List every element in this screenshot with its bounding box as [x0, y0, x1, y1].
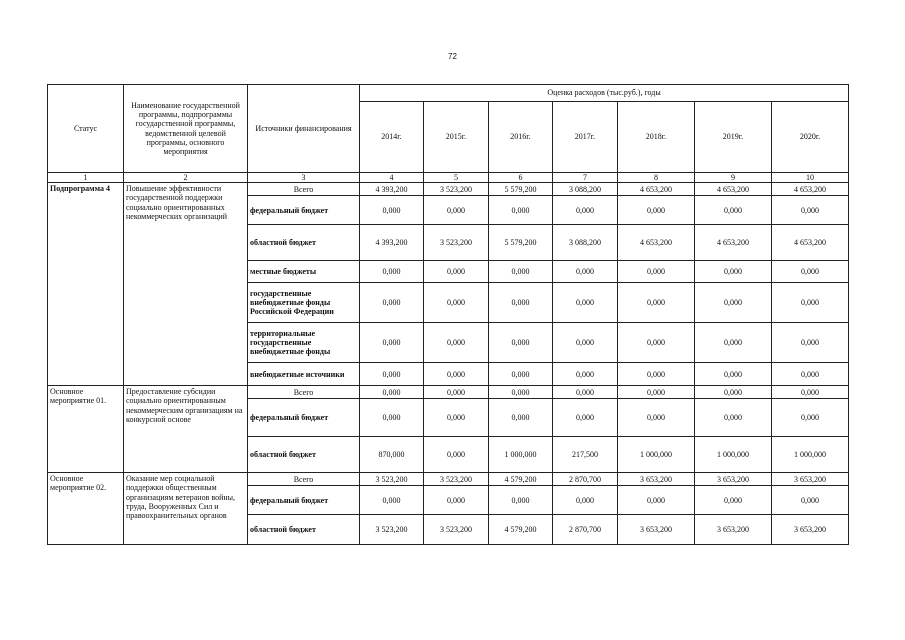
expense-value: 0,000 — [695, 196, 772, 225]
expense-value: 1 000,000 — [489, 437, 553, 473]
expense-value: 0,000 — [489, 196, 553, 225]
expense-value: 4 393,200 — [360, 183, 424, 196]
expense-value: 0,000 — [772, 196, 849, 225]
expense-value: 0,000 — [695, 323, 772, 363]
expense-value: 0,000 — [424, 363, 489, 386]
expense-value: 0,000 — [772, 486, 849, 515]
expense-value: 4 579,200 — [489, 515, 553, 545]
expense-value: 0,000 — [772, 399, 849, 437]
row-status: Основное мероприятие 01. — [48, 386, 124, 473]
col-number: 4 — [360, 173, 424, 183]
expense-value: 0,000 — [695, 399, 772, 437]
expense-value: 5 579,200 — [489, 225, 553, 261]
year-2018: 2018г. — [618, 102, 695, 173]
expense-value: 3 523,200 — [360, 473, 424, 486]
expense-value: 0,000 — [489, 363, 553, 386]
funding-source: Всего — [248, 183, 360, 196]
expense-value: 3 088,200 — [553, 183, 618, 196]
col-number: 5 — [424, 173, 489, 183]
col-number: 6 — [489, 173, 553, 183]
table-row — [48, 386, 849, 399]
expense-value: 0,000 — [489, 261, 553, 283]
expense-value: 0,000 — [424, 323, 489, 363]
expense-value: 0,000 — [618, 386, 695, 399]
expense-value: 0,000 — [772, 363, 849, 386]
expense-value: 0,000 — [553, 399, 618, 437]
funding-source: областной бюджет — [248, 437, 360, 473]
expense-value: 4 653,200 — [772, 183, 849, 196]
funding-source: областной бюджет — [248, 515, 360, 545]
expense-value: 4 653,200 — [695, 225, 772, 261]
expense-value: 1 000,000 — [618, 437, 695, 473]
expense-value: 0,000 — [618, 323, 695, 363]
expense-value: 0,000 — [618, 283, 695, 323]
expense-value: 0,000 — [424, 386, 489, 399]
expense-value: 0,000 — [424, 196, 489, 225]
year-2015: 2015г. — [424, 102, 489, 173]
expense-value: 0,000 — [553, 363, 618, 386]
year-2019: 2019г. — [695, 102, 772, 173]
expense-value: 0,000 — [424, 399, 489, 437]
expense-value: 4 653,200 — [618, 225, 695, 261]
expense-value: 4 393,200 — [360, 225, 424, 261]
expense-value: 0,000 — [695, 363, 772, 386]
expense-value: 4 653,200 — [618, 183, 695, 196]
expense-value: 3 523,200 — [424, 515, 489, 545]
funding-source: федеральный бюджет — [248, 486, 360, 515]
col-number: 1 — [48, 173, 124, 183]
expense-value: 0,000 — [695, 386, 772, 399]
expense-value: 0,000 — [489, 486, 553, 515]
expense-value: 0,000 — [489, 386, 553, 399]
col-number: 10 — [772, 173, 849, 183]
expense-value: 5 579,200 — [489, 183, 553, 196]
expense-value: 3 523,200 — [424, 225, 489, 261]
expense-value: 0,000 — [360, 261, 424, 283]
expense-value: 0,000 — [489, 399, 553, 437]
col-number: 2 — [124, 173, 248, 183]
header-status: Статус — [48, 85, 124, 173]
col-number: 9 — [695, 173, 772, 183]
expense-value: 0,000 — [772, 261, 849, 283]
expense-value: 3 653,200 — [618, 515, 695, 545]
table-row — [48, 473, 849, 486]
col-number: 3 — [248, 173, 360, 183]
funding-source: территориальные государственные внебюджетные фонды — [248, 323, 360, 363]
year-2014: 2014г. — [360, 102, 424, 173]
expense-value: 0,000 — [772, 386, 849, 399]
expense-value: 0,000 — [360, 283, 424, 323]
col-number: 8 — [618, 173, 695, 183]
expense-value: 0,000 — [360, 323, 424, 363]
expense-value: 0,000 — [360, 486, 424, 515]
expense-value: 0,000 — [618, 196, 695, 225]
funding-source: федеральный бюджет — [248, 196, 360, 225]
year-2020: 2020г. — [772, 102, 849, 173]
funding-source: местные бюджеты — [248, 261, 360, 283]
expense-value: 0,000 — [489, 323, 553, 363]
expense-value: 4 579,200 — [489, 473, 553, 486]
expense-value: 4 653,200 — [695, 183, 772, 196]
expense-value: 1 000,000 — [772, 437, 849, 473]
expenditure-table — [47, 84, 849, 545]
expense-value: 0,000 — [553, 323, 618, 363]
expense-value: 3 523,200 — [424, 183, 489, 196]
expense-value: 2 870,700 — [553, 515, 618, 545]
expense-value: 0,000 — [360, 399, 424, 437]
expense-value: 3 653,200 — [695, 473, 772, 486]
expense-value: 0,000 — [618, 261, 695, 283]
row-program-name: Повышение эффективности государственной поддержки социально ориентированных некоммерческих организаций — [124, 183, 248, 386]
header-name: Наименование государственной программы, подпрограммы государственной программы, ведомственной целевой программы, основного мероприятия — [124, 85, 248, 173]
expense-value: 1 000,000 — [695, 437, 772, 473]
expense-value: 0,000 — [360, 363, 424, 386]
expense-value: 217,500 — [553, 437, 618, 473]
page-number: 72 — [448, 52, 457, 61]
expense-value: 0,000 — [553, 261, 618, 283]
expense-value: 2 870,700 — [553, 473, 618, 486]
expense-value: 3 653,200 — [695, 515, 772, 545]
expense-value: 0,000 — [424, 486, 489, 515]
expense-value: 3 523,200 — [424, 473, 489, 486]
expense-value: 0,000 — [772, 323, 849, 363]
expense-value: 4 653,200 — [772, 225, 849, 261]
expense-value: 0,000 — [772, 283, 849, 323]
column-number-row — [48, 173, 849, 183]
expense-value: 0,000 — [695, 486, 772, 515]
row-program-name: Предоставление субсидии социально ориентированным некоммерческим организациям на конкурсной основе — [124, 386, 248, 473]
expense-value: 0,000 — [424, 283, 489, 323]
expense-value: 0,000 — [424, 437, 489, 473]
expense-value: 3 523,200 — [360, 515, 424, 545]
header-sources: Источники финансирования — [248, 85, 360, 173]
expense-value: 0,000 — [695, 283, 772, 323]
expense-value: 0,000 — [553, 283, 618, 323]
expense-value: 3 088,200 — [553, 225, 618, 261]
expense-value: 0,000 — [618, 363, 695, 386]
funding-source: областной бюджет — [248, 225, 360, 261]
expense-value: 0,000 — [424, 261, 489, 283]
expense-value: 0,000 — [553, 196, 618, 225]
expense-value: 3 653,200 — [772, 515, 849, 545]
expense-value: 0,000 — [553, 486, 618, 515]
expense-value: 0,000 — [618, 486, 695, 515]
expense-value: 0,000 — [695, 261, 772, 283]
expense-value: 3 653,200 — [618, 473, 695, 486]
row-program-name: Оказание мер социальной поддержки общественным организациям ветеранов войны, труда, Вооруженных Сил и правоохранительных органов — [124, 473, 248, 545]
funding-source: государственные внебюджетные фонды Российской Федерации — [248, 283, 360, 323]
expense-value: 0,000 — [553, 386, 618, 399]
expense-value: 0,000 — [360, 386, 424, 399]
table-row — [48, 183, 849, 196]
col-number: 7 — [553, 173, 618, 183]
expense-value: 870,000 — [360, 437, 424, 473]
expense-value: 0,000 — [618, 399, 695, 437]
funding-source: Всего — [248, 473, 360, 486]
funding-source: федеральный бюджет — [248, 399, 360, 437]
funding-source: Всего — [248, 386, 360, 399]
year-2017: 2017г. — [553, 102, 618, 173]
year-2016: 2016г. — [489, 102, 553, 173]
funding-source: внебюджетные источники — [248, 363, 360, 386]
expense-value: 3 653,200 — [772, 473, 849, 486]
expense-value: 0,000 — [489, 283, 553, 323]
row-status: Основное мероприятие 02. — [48, 473, 124, 545]
expense-value: 0,000 — [360, 196, 424, 225]
header-estimate: Оценка расходов (тыс.руб.), годы — [360, 85, 849, 102]
row-status: Подпрограмма 4 — [48, 183, 124, 386]
